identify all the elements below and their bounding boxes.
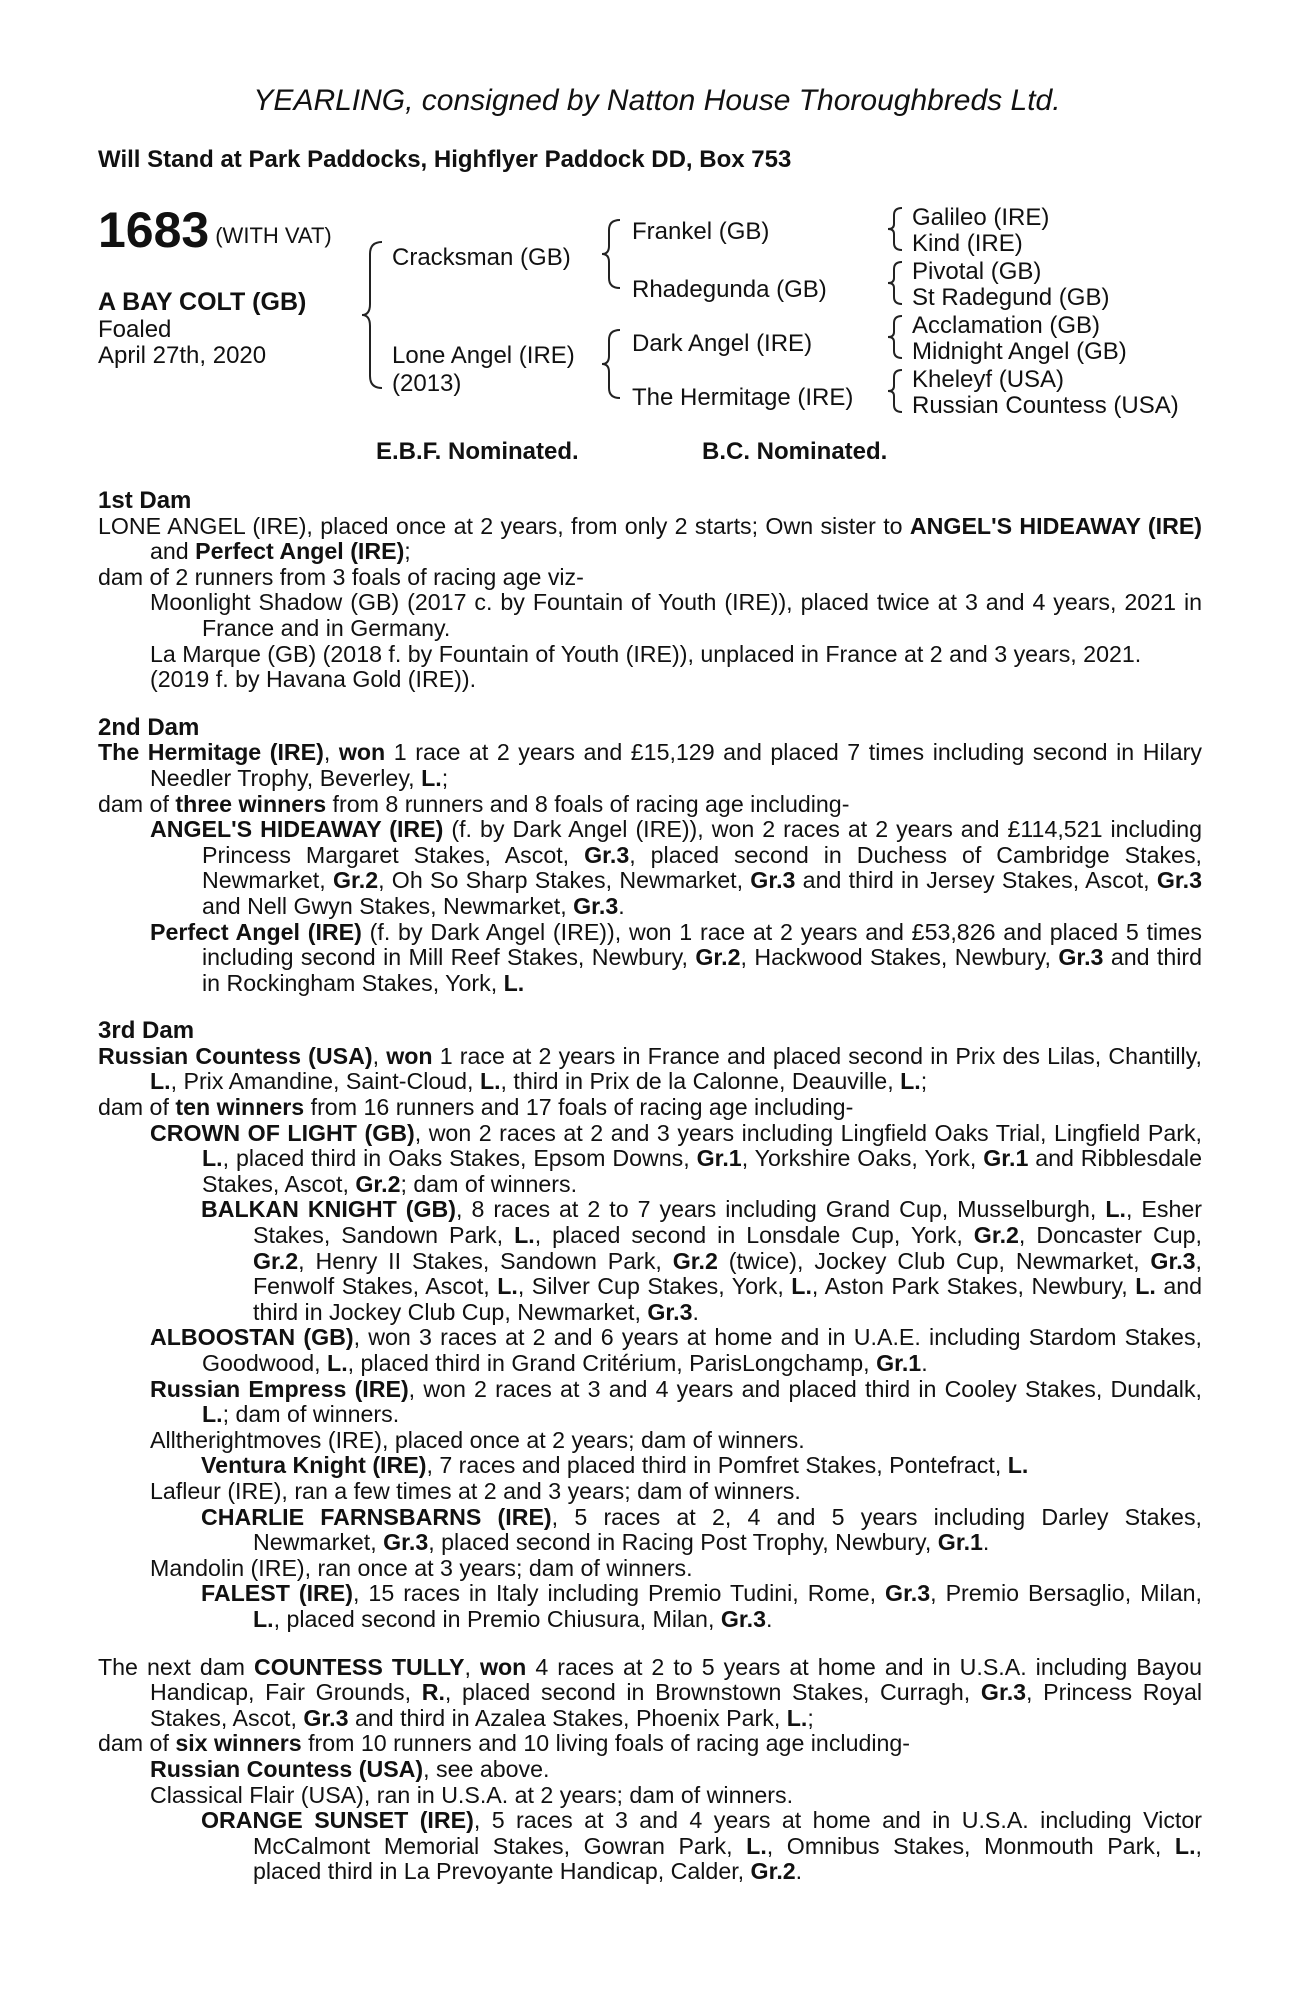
won-label: won <box>479 1653 527 1680</box>
text-span: and third in Azalea Stakes, Phoenix Park, <box>348 1704 787 1731</box>
grade-label: Gr.3 <box>573 892 619 919</box>
grade-label: L. <box>479 1068 501 1095</box>
pedigree-brace-main <box>360 240 390 390</box>
text-span: , placed third in Grand Critérium, ParisLongchamp, <box>347 1350 877 1376</box>
text-span: , 5 races at 2, 4 and 5 years including Darley Stakes, Newmarket, <box>253 1503 1202 1556</box>
text-span: dam of <box>98 1730 176 1757</box>
text-span: , Aston Park Stakes, Newbury, <box>811 1273 1136 1300</box>
first-dam-record <box>98 514 1202 565</box>
text-span: and <box>150 538 196 565</box>
grade-label: L. <box>202 1401 223 1428</box>
text-span: , Prix Amandine, Saint-Cloud, <box>170 1068 480 1095</box>
grade-label: Gr.2 <box>355 1170 401 1197</box>
first-dam-produce-2: La Marque (GB) (2018 f. by Fountain of Youth (IRE)), unplaced in France at 2 and 3 years, 2021. <box>150 640 1142 667</box>
third-dam-produce-1-winner <box>98 1197 1202 1325</box>
foaled-date: April 27th, 2020 <box>98 342 267 369</box>
lot-number <box>98 202 332 258</box>
pedigree-dam-sire: Dark Angel (IRE) <box>632 330 813 357</box>
pedigree-brace-sire <box>600 218 628 290</box>
won-label: won <box>386 1042 433 1069</box>
grade-label: L. <box>786 1704 808 1731</box>
third-dam-produce-summary <box>98 1095 1202 1121</box>
next-dam-produce-summary <box>98 1731 1202 1757</box>
text-span: , Silver Cup Stakes, York, <box>517 1273 792 1300</box>
grade-label: Gr.2 <box>253 1247 299 1274</box>
grade-label: Gr.3 <box>885 1580 931 1607</box>
text-span: 1 race at 2 years in France and placed second in Prix des Lilas, Chantilly, <box>432 1042 1203 1069</box>
grade-label: L. <box>1007 1452 1029 1479</box>
text-span: ; <box>404 538 411 565</box>
third-dam-produce-3 <box>98 1377 1202 1428</box>
text-span: and Nell Gwyn Stakes, Newmarket, <box>202 892 574 919</box>
second-dam-produce-1 <box>98 817 1202 919</box>
text-span: dam of <box>98 790 176 817</box>
grade-label: Gr.2 <box>973 1222 1019 1249</box>
pedigree-g4: St Radegund (GB) <box>912 284 1110 311</box>
horse-name: ANGEL'S HIDEAWAY (IRE) <box>150 816 444 843</box>
grade-label: L. <box>746 1832 767 1859</box>
text-span: , Hackwood Stakes, Newbury, <box>740 944 1059 971</box>
grade-label: Gr.2 <box>672 1247 718 1274</box>
text-span: and third in Jersey Stakes, Ascot, <box>795 867 1157 894</box>
winners-count: three winners <box>175 790 327 817</box>
text-span: . <box>765 1605 773 1632</box>
winners-count: ten winners <box>175 1094 305 1121</box>
text-span: , Fenwolf Stakes, Ascot, <box>253 1247 1202 1300</box>
text-span: LONE ANGEL (IRE), placed once at 2 years, from only 2 starts; Own sister to <box>98 512 910 539</box>
text-span: , Oh So Sharp Stakes, Newmarket, <box>378 867 751 894</box>
text-span: , won 2 races at 3 and 4 years and placed third in Cooley Stakes, Dundalk, <box>408 1375 1202 1402</box>
horse-name: ORANGE SUNSET (IRE) <box>201 1807 474 1834</box>
grade-label: L. <box>1135 1273 1156 1300</box>
ebf-nomination: E.B.F. Nominated. <box>376 438 579 465</box>
pedigree-g2: Kind (IRE) <box>912 230 1023 257</box>
third-dam-produce-4-winner <box>98 1453 1202 1479</box>
grade-label: Gr.2 <box>332 867 379 894</box>
spacer <box>98 1633 1202 1655</box>
won-label: won <box>338 739 386 766</box>
grade-label: L. <box>1174 1832 1196 1859</box>
grade-label: Gr.3 <box>1156 867 1202 894</box>
vat-label: (WITH VAT) <box>215 223 332 248</box>
text-span: , placed second in Duchess of Cambridge Stakes, Newmarket, <box>202 841 1202 894</box>
text-span: from 16 runners and 17 foals of racing age including- <box>304 1094 854 1121</box>
text-span: , Omnibus Stakes, Monmouth Park, <box>766 1832 1175 1859</box>
consignor-line: YEARLING, consigned by Natton House Thoroughbreds Ltd. <box>253 84 1061 117</box>
next-dam-record <box>98 1655 1202 1732</box>
text-span: and third in Rockingham Stakes, York, <box>202 944 1203 996</box>
grade-label: Gr.3 <box>1150 1247 1196 1274</box>
third-dam-record: Russian Countess (USA), won 1 race at 2 years in France and placed second in Prix des Lilas, Chantilly, L., Prix Amandine, Saint-Cloud, L., third in Prix de la Calonne, Deauville, L.; <box>98 1042 1203 1095</box>
text-span: , won 2 races at 2 and 3 years including Lingfield Oaks Trial, Lingfield Park, <box>414 1119 1202 1146</box>
grade-label: Gr.3 <box>303 1704 349 1731</box>
horse-name: Russian Countess (USA) <box>98 1042 373 1069</box>
pedigree-dam-dam: The Hermitage (IRE) <box>632 384 854 411</box>
second-dam-produce-2 <box>98 920 1202 997</box>
grade-label: Gr.1 <box>937 1529 983 1556</box>
pedigree-brace-g3 <box>886 314 908 360</box>
next-dam-produce-1 <box>98 1757 1202 1783</box>
text-span: , placed third in Oaks Stakes, Epsom Downs, <box>222 1145 697 1172</box>
text-span: ; <box>920 1068 928 1095</box>
grade-label: Gr.3 <box>584 841 630 868</box>
horse-name: COUNTESS TULLY <box>254 1653 465 1680</box>
grade-label: Gr.3 <box>750 867 796 894</box>
pedigree-g1: Galileo (IRE) <box>912 204 1050 231</box>
text-span: 4 races at 2 to 5 years at home and in U.S.A. including Bayou Handicap, Fair Grounds, <box>150 1653 1202 1706</box>
third-dam-heading: 3rd Dam <box>98 1017 195 1045</box>
pedigree-dam: Lone Angel (IRE) <box>392 342 575 369</box>
text-span: , Premio Bersaglio, Milan, <box>930 1580 1202 1607</box>
horse-name: FALEST (IRE) <box>201 1580 353 1607</box>
horse-name: Ventura Knight (IRE) <box>201 1452 427 1479</box>
stand-location: Will Stand at Park Paddocks, Highflyer Paddock DD, Box 753 <box>98 146 792 173</box>
first-dam-produce-1: Moonlight Shadow (GB) (2017 c. by Fountain of Youth (IRE)), placed twice at 3 and 4 years, 2021 in France and in Germany. <box>150 589 1202 641</box>
grade-label: Gr.3 <box>980 1679 1027 1706</box>
pedigree-brace-g1 <box>886 206 908 252</box>
second-dam-produce-summary <box>98 792 1202 818</box>
text-span: , 15 races in Italy including Premio Tudini, Rome, <box>352 1580 886 1607</box>
horse-name: ALBOOSTAN (GB) <box>150 1324 354 1351</box>
next-dam-produce-2-winner <box>98 1808 1202 1885</box>
grade-label: L. <box>253 1605 274 1632</box>
horse-name: Russian Empress (IRE) <box>150 1375 409 1402</box>
grade-label: Gr.3 <box>720 1605 766 1632</box>
text-span: ; <box>441 764 449 791</box>
third-dam-produce-1 <box>98 1121 1202 1198</box>
grade-label: L. <box>900 1068 921 1095</box>
third-dam-produce-5-winner <box>98 1505 1202 1556</box>
spacer <box>98 996 1202 1018</box>
grade-label: Gr.1 <box>983 1145 1029 1172</box>
pedigree-brace-dam <box>600 328 628 400</box>
text-span: The next dam <box>98 1653 255 1680</box>
text-span: , Princess Royal Stakes, Ascot, <box>150 1679 1202 1731</box>
pedigree-brace-g4 <box>886 368 908 414</box>
first-dam-heading: 1st Dam <box>98 487 192 514</box>
third-dam-produce-6: Mandolin (IRE), ran once at 3 years; dam of winners. <box>150 1554 693 1581</box>
next-dam-produce-2: Classical Flair (USA), ran in U.S.A. at 2 years; dam of winners. <box>150 1781 794 1808</box>
grade-label: Gr.3 <box>1058 944 1104 971</box>
text-span: and Ribblesdale Stakes, Ascot, <box>202 1145 1202 1197</box>
pedigree-g6: Midnight Angel (GB) <box>912 338 1127 365</box>
text-span: . <box>921 1350 928 1376</box>
text-span: , placed third in La Prevoyante Handicap, Calder, <box>253 1832 1202 1885</box>
text-span: , 5 races at 3 and 4 years at home and in U.S.A. including Victor McCalmont Memorial Stakes, Gowran Park, <box>253 1807 1202 1859</box>
third-dam-produce-2 <box>98 1325 1202 1376</box>
pedigree-g7: Kheleyf (USA) <box>912 366 1065 393</box>
lot-number-value: 1683 <box>98 202 210 258</box>
grade-label: L. <box>1105 1196 1126 1223</box>
text-span: , placed second in Brownstown Stakes, Curragh, <box>444 1679 981 1706</box>
text-span: , Yorkshire Oaks, York, <box>741 1145 984 1172</box>
text-span: , placed second in Premio Chiusura, Milan, <box>273 1605 721 1632</box>
text-span: ; <box>807 1704 814 1731</box>
text-span: , Doncaster Cup, <box>1018 1222 1202 1249</box>
horse-name: Russian Countess (USA) <box>150 1755 424 1782</box>
catalogue-body <box>98 488 1202 1885</box>
text-span: (twice), Jockey Club Cup, Newmarket, <box>717 1247 1151 1274</box>
text-span: , placed second in Lonsdale Cup, York, <box>534 1222 974 1249</box>
horse-name: Perfect Angel (IRE) <box>195 538 405 565</box>
text-span: , <box>464 1653 480 1680</box>
pedigree-sire: Cracksman (GB) <box>392 244 571 271</box>
grade-label: Gr.3 <box>383 1529 429 1556</box>
grade-label: L. <box>497 1273 518 1300</box>
text-span: . <box>692 1298 699 1325</box>
text-span: , won 3 races at 2 and 6 years at home and in U.A.E. including Stardom Stakes, Goodwood, <box>202 1324 1202 1376</box>
text-span: (f. by Dark Angel (IRE)), won 1 race at 2 years and £53,826 and placed 5 times including second in Mill Reef Stakes, Newbury, <box>202 918 1202 971</box>
text-span: ; dam of winners. <box>400 1170 578 1197</box>
text-span: dam of <box>98 1094 176 1121</box>
grade-label: L. <box>791 1273 812 1300</box>
text-span: , see above. <box>423 1755 550 1782</box>
text-span: , Esher Stakes, Sandown Park, <box>253 1196 1202 1249</box>
grade-label: L. <box>202 1145 223 1172</box>
text-span: from 10 runners and 10 living foals of racing age including- <box>301 1730 911 1757</box>
third-dam-produce-6-winner <box>98 1581 1202 1632</box>
pedigree-brace-g2 <box>886 260 908 306</box>
horse-name: ANGEL'S HIDEAWAY (IRE) <box>909 512 1203 539</box>
text-span: , 8 races at 2 to 7 years including Grand Cup, Musselburgh, <box>456 1196 1106 1223</box>
horse-name: CHARLIE FARNSBARNS (IRE) <box>201 1503 552 1530</box>
text-span: , Henry II Stakes, Sandown Park, <box>298 1247 673 1274</box>
text-span: . <box>982 1529 990 1556</box>
text-span: . <box>795 1858 803 1885</box>
horse-name: BALKAN KNIGHT (GB) <box>201 1196 456 1223</box>
text-span: 1 race at 2 years and £15,129 and placed 7 times including second in Hilary Needler Trophy, Beverley, <box>150 739 1202 791</box>
second-dam-record: The Hermitage (IRE), won 1 race at 2 years and £15,129 and placed 7 times including second in Hilary Needler Trophy, Beverley, L.; <box>98 739 1202 791</box>
first-dam-produce-3: (2019 f. by Havana Gold (IRE)). <box>150 666 477 693</box>
grade-label: L. <box>150 1068 171 1095</box>
grade-label: Gr.1 <box>696 1145 742 1172</box>
horse-name: CROWN OF LIGHT (GB) <box>150 1119 415 1146</box>
pedigree-sire-dam: Rhadegunda (GB) <box>632 276 827 303</box>
grade-label: L. <box>503 969 525 996</box>
pedigree-g3: Pivotal (GB) <box>912 258 1042 285</box>
text-span: , 7 races and placed third in Pomfret Stakes, Pontefract, <box>426 1452 1008 1479</box>
pedigree-g8: Russian Countess (USA) <box>912 392 1179 419</box>
grade-label: Gr.2 <box>750 1858 796 1885</box>
text-span: , third in Prix de la Calonne, Deauville, <box>500 1068 901 1095</box>
grade-label: Gr.2 <box>695 944 741 971</box>
third-dam-produce-4: Alltherightmoves (IRE), placed once at 2 years; dam of winners. <box>150 1426 805 1453</box>
spacer <box>98 693 1202 715</box>
text-span: from 8 runners and 8 foals of racing age including- <box>326 790 850 817</box>
first-dam-produce-summary: dam of 2 runners from 3 foals of racing age viz- <box>98 563 584 590</box>
text-span: . <box>618 892 625 919</box>
grade-label: L. <box>327 1350 348 1376</box>
grade-label: L. <box>421 764 442 791</box>
text-span: and third in Jockey Club Cup, Newmarket, <box>253 1273 1203 1325</box>
grade-label: Gr.1 <box>876 1350 922 1376</box>
grade-label: Gr.3 <box>647 1298 693 1325</box>
horse-name: Perfect Angel (IRE) <box>150 918 362 945</box>
grade-label: R. <box>421 1679 445 1706</box>
lot-description: A BAY COLT (GB) <box>98 288 307 316</box>
pedigree-sire-sire: Frankel (GB) <box>632 218 770 245</box>
horse-name: The Hermitage (IRE) <box>98 739 324 766</box>
text-span: , placed second in Racing Post Trophy, Newbury, <box>428 1529 938 1556</box>
grade-label: L. <box>514 1222 535 1249</box>
third-dam-produce-5: Lafleur (IRE), ran a few times at 2 and 3 years; dam of winners. <box>150 1477 801 1504</box>
winners-count: six winners <box>175 1730 302 1757</box>
bc-nomination: B.C. Nominated. <box>702 438 888 465</box>
text-span: ; dam of winners. <box>222 1401 400 1428</box>
second-dam-heading: 2nd Dam <box>98 713 200 741</box>
text-span: (f. by Dark Angel (IRE)), won 2 races at 2 years and £114,521 including Princess Margaret Stakes, Ascot, <box>202 816 1202 868</box>
pedigree-g5: Acclamation (GB) <box>912 312 1101 339</box>
pedigree-dam-year: (2013) <box>392 370 462 397</box>
foaled-label: Foaled <box>98 316 172 343</box>
